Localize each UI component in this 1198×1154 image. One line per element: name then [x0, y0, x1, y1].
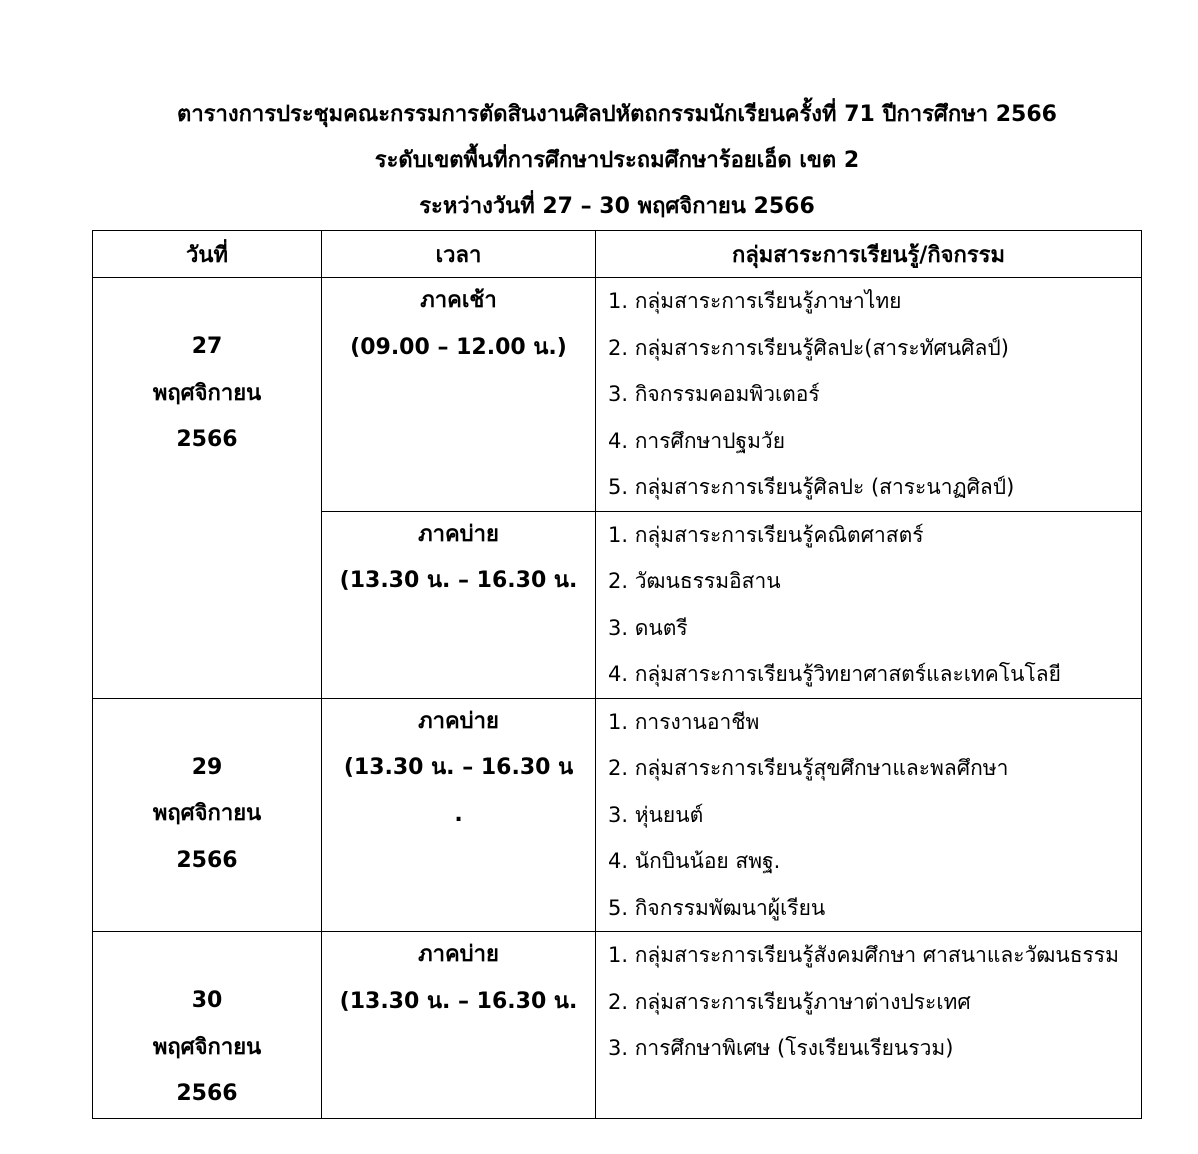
subjects-cell [596, 932, 1142, 1119]
title-line-1: ตารางการประชุมคณะกรรมการตัดสินงานศิลปหัตถกรรมนักเรียนครั้งที่ 71 ปีการศึกษา 2566 [177, 102, 1057, 127]
header-subjects: กลุ่มสาระการเรียนรู้/กิจกรรม [596, 231, 1142, 278]
date-day: 27 [191, 334, 223, 359]
list-item: 4. กลุ่มสาระการเรียนรู้วิทยาศาสตร์และเทคโนโลยี [608, 662, 1061, 686]
list-item: 1. กลุ่มสาระการเรียนรู้ภาษาไทย [608, 289, 902, 313]
date-cell-29 [93, 698, 322, 932]
date-month: พฤศจิกายน [152, 380, 262, 406]
session-time: (09.00 – 12.00 น.) [350, 334, 567, 360]
table-header-row [93, 231, 1142, 278]
list-item: 1. กลุ่มสาระการเรียนรู้คณิตศาสตร์ [608, 522, 924, 547]
date-year: 2566 [176, 1081, 238, 1106]
session-name: ภาคบ่าย [418, 708, 499, 734]
list-item: 3. ดนตรี [608, 615, 688, 640]
date-day: 29 [191, 754, 223, 780]
session-name: ภาคเช้า [420, 288, 497, 313]
time-cell [322, 511, 596, 698]
title-line-3: ระหว่างวันที่ 27 – 30 พฤศจิกายน 2566 [419, 194, 815, 219]
session-name: ภาคบ่าย [418, 521, 499, 547]
title-line-2: ระดับเขตพื้นที่การศึกษาประถมศึกษาร้อยเอ็ด เขต 2 [374, 148, 860, 173]
time-cell [322, 932, 596, 1119]
schedule-table [92, 230, 1142, 1119]
session-time: (13.30 น. – 16.30 น [343, 755, 574, 780]
date-month: พฤศจิกายน [152, 801, 262, 826]
list-item: 1. การงานอาชีพ [608, 709, 760, 734]
list-spacer [608, 1072, 1141, 1119]
list-item: 5. กิจกรรมพัฒนาผู้เรียน [608, 895, 826, 920]
list-item: 1. กลุ่มสาระการเรียนรู้สังคมศึกษา ศาสนาและวัฒนธรรม [608, 943, 1119, 967]
date-day: 30 [191, 988, 223, 1013]
time-cell [322, 278, 596, 512]
date-cell-30 [93, 932, 322, 1119]
subjects-cell [596, 698, 1142, 932]
list-item: 5. กลุ่มสาระการเรียนรู้ศิลปะ (สาระนาฏศิลป์) [608, 475, 1015, 499]
list-item: 3. หุ่นยนต์ [608, 802, 704, 827]
list-item: 2. กลุ่มสาระการเรียนรู้ศิลปะ(สาระทัศนศิลป์) [608, 335, 1009, 360]
subjects-cell [596, 511, 1142, 698]
list-item: 3. กิจกรรมคอมพิวเตอร์ [608, 382, 820, 406]
date-year: 2566 [176, 427, 238, 452]
session-time-extra: . [454, 801, 463, 827]
list-item: 3. การศึกษาพิเศษ (โรงเรียนเรียนรวม) [608, 1036, 954, 1060]
table-row [93, 278, 1142, 512]
list-item: 4. การศึกษาปฐมวัย [608, 428, 786, 453]
session-time: (13.30 น. – 16.30 น. [339, 988, 578, 1014]
session-name: ภาคบ่าย [418, 942, 499, 967]
table-row [93, 698, 1142, 932]
date-month: พฤศจิกายน [152, 1034, 262, 1060]
date-cell-27 [93, 278, 322, 699]
list-item: 2. วัฒนธรรมอิสาน [608, 569, 781, 593]
header-time: เวลา [322, 231, 596, 278]
time-cell [322, 698, 596, 932]
document-title [92, 92, 1142, 230]
table-row [93, 932, 1142, 1119]
list-item: 4. นักบินน้อย สพฐ. [608, 849, 781, 873]
session-time: (13.30 น. – 16.30 น. [339, 568, 578, 593]
header-date: วันที่ [93, 231, 322, 278]
list-item: 2. กลุ่มสาระการเรียนรู้ภาษาต่างประเทศ [608, 989, 971, 1014]
list-item: 2. กลุ่มสาระการเรียนรู้สุขศึกษาและพลศึกษา [608, 756, 1009, 780]
subjects-cell [596, 278, 1142, 512]
date-year: 2566 [176, 847, 238, 873]
